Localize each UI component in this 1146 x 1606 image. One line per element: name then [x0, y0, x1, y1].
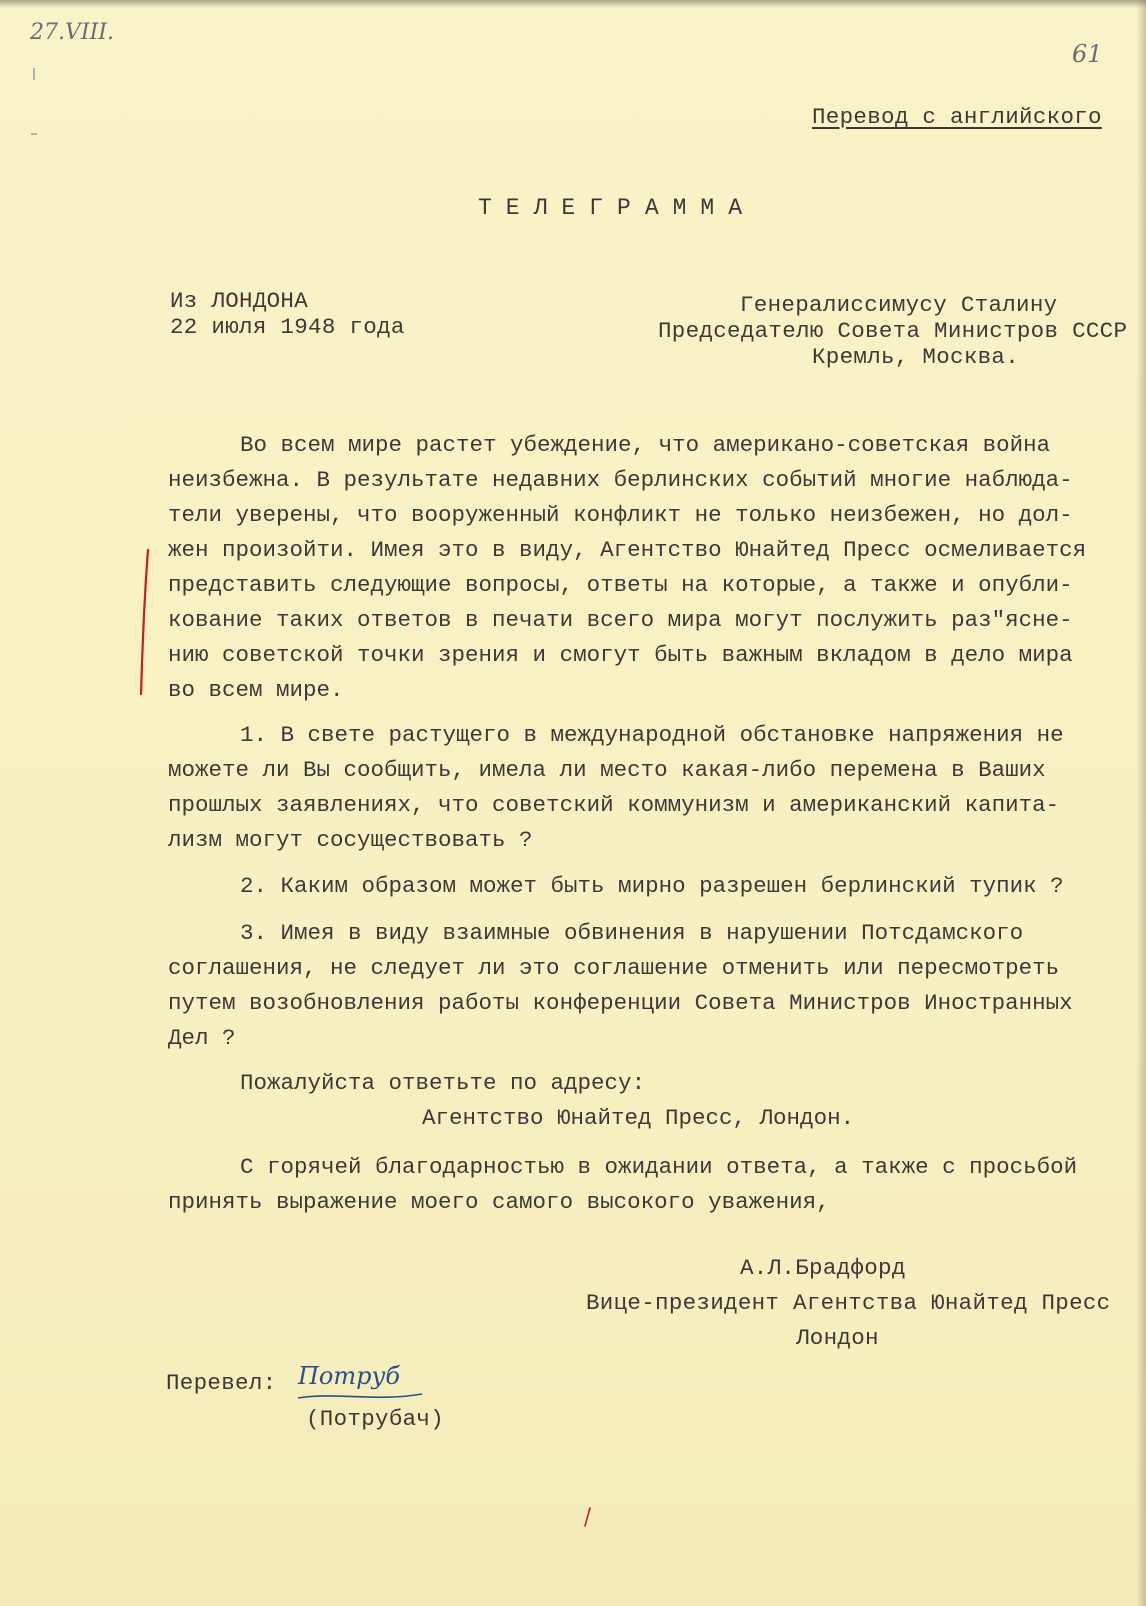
question3-line-2: соглашения, не следует ли это соглашение отменить или пересмотреть	[168, 955, 1060, 981]
signatory-position: Вице-президент Агентства Юнайтед Пресс	[586, 1290, 1111, 1316]
closing-line-1: С горячей благодарностью в ожидании ответа, а также с просьбой	[240, 1154, 1078, 1180]
signatory-name: А.Л.Брадфорд	[740, 1255, 906, 1281]
question1-line-1: 1. В свете растущего в международной обстановке напряжения не	[240, 722, 1064, 748]
question3-line-3: путем возобновления работы конференции Совета Министров Иностранных	[168, 990, 1073, 1016]
document-title: ТЕЛЕГРАММА	[478, 195, 757, 221]
addressee-location: Кремль, Москва.	[812, 344, 1020, 370]
red-margin-mark	[135, 548, 155, 698]
addressee-name: Генералиссимусу Сталину	[740, 292, 1058, 318]
page-right-shadow	[1136, 0, 1146, 1606]
closing-line-2: принять выражение моего самого высокого уважения,	[168, 1189, 830, 1215]
question1-line-4: лизм могут сосуществовать ?	[168, 827, 533, 853]
intro-line-2: неизбежна. В результате недавних берлинских событий многие наблюда-	[168, 467, 1073, 493]
intro-line-5: представить следующие вопросы, ответы на которые, а также и опубли-	[168, 572, 1073, 598]
sender-origin: Из ЛОНДОНА	[170, 288, 309, 314]
intro-line-7: нию советской точки зрения и смогут быть важным вкладом в дело мира	[168, 642, 1073, 668]
reply-address: Агентство Юнайтед Пресс, Лондон.	[422, 1105, 855, 1131]
question2: 2. Каким образом может быть мирно разрешен берлинский тупик ?	[240, 873, 1064, 899]
corner-note: 27.VIII.	[30, 20, 114, 45]
page-number: 61	[1072, 40, 1103, 68]
sender-date: 22 июля 1948 года	[170, 314, 405, 340]
translation-note: Перевод с английского	[812, 104, 1102, 130]
intro-line-1: Во всем мире растет убеждение, что американо-советская война	[240, 432, 1051, 458]
red-tick-mark	[582, 1506, 594, 1528]
signature-underline-stroke	[296, 1390, 426, 1404]
question3-line-1: 3. Имея в виду взаимные обвинения в нарушении Потсдамского	[240, 920, 1024, 946]
intro-line-8: во всем мире.	[168, 677, 344, 703]
intro-line-4: жен произойти. Имея это в виду, Агентство Юнайтед Пресс осмеливается	[168, 537, 1087, 563]
question1-line-2: можете ли Вы сообщить, имела ли место какая-либо перемена в Ваших	[168, 757, 1046, 783]
addressee-title: Председателю Совета Министров СССР	[658, 318, 1128, 344]
question1-line-3: прошлых заявлениях, что советский коммунизм и американский капита-	[168, 792, 1060, 818]
question3-line-4: Дел ?	[168, 1025, 236, 1051]
intro-line-6: кование таких ответов в печати всего мира могут послужить раз"ясне-	[168, 607, 1073, 633]
translator-signature: Потруб	[298, 1362, 401, 1390]
signatory-city: Лондон	[796, 1325, 879, 1351]
translator-label: Перевел:	[166, 1370, 277, 1396]
margin-ticks	[28, 64, 40, 144]
translator-name: (Потрубач)	[306, 1406, 445, 1432]
reply-request: Пожалуйста ответьте по адресу:	[240, 1070, 646, 1096]
intro-line-3: тели уверены, что вооруженный конфликт не только неизбежен, но дол-	[168, 502, 1073, 528]
page-top-shadow	[0, 0, 1146, 8]
